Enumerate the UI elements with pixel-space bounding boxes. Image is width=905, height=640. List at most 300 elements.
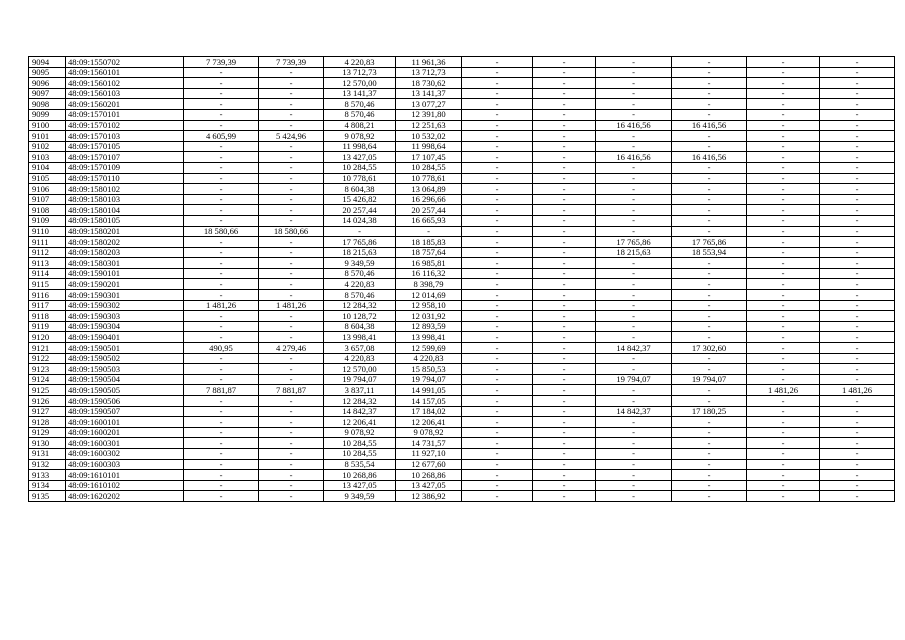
row-number-cell: 9107: [29, 194, 66, 205]
table-row: [29, 205, 895, 216]
value-cell: -: [533, 88, 596, 99]
table-row: [29, 311, 895, 322]
value-cell: -: [747, 459, 820, 470]
value-cell: -: [596, 162, 672, 173]
table-row: [29, 374, 895, 385]
value-cell: -: [596, 279, 672, 290]
value-cell: -: [672, 470, 747, 481]
value-cell: 16 985,81: [396, 258, 462, 269]
value-cell: -: [533, 247, 596, 258]
cadastral-number-cell: 48:09:1580103: [66, 194, 184, 205]
value-cell: 1 481,26: [184, 300, 259, 311]
row-number-cell: 9128: [29, 417, 66, 428]
value-cell: -: [259, 268, 324, 279]
value-cell: -: [259, 247, 324, 258]
value-cell: 7 881,87: [184, 385, 259, 396]
value-cell: -: [820, 321, 895, 332]
value-cell: -: [533, 311, 596, 322]
value-cell: 8 570,46: [324, 109, 396, 120]
value-cell: -: [747, 396, 820, 407]
cadastral-number-cell: 48:09:1590101: [66, 268, 184, 279]
value-cell: 11 961,36: [396, 57, 462, 68]
table-row: [29, 491, 895, 502]
value-cell: -: [533, 300, 596, 311]
value-cell: 13 712,73: [324, 67, 396, 78]
value-cell: 17 107,45: [396, 152, 462, 163]
value-cell: -: [820, 343, 895, 354]
row-number-cell: 9124: [29, 374, 66, 385]
value-cell: -: [259, 290, 324, 301]
value-cell: -: [747, 417, 820, 428]
value-cell: 17 765,86: [596, 237, 672, 248]
value-cell: 12 284,32: [324, 300, 396, 311]
value-cell: -: [596, 417, 672, 428]
value-cell: -: [747, 109, 820, 120]
value-cell: -: [672, 205, 747, 216]
cadastral-number-cell: 48:09:1570105: [66, 141, 184, 152]
value-cell: 19 794,07: [596, 374, 672, 385]
value-cell: 19 794,07: [672, 374, 747, 385]
value-cell: 4 220,83: [396, 353, 462, 364]
value-cell: -: [747, 78, 820, 89]
value-cell: -: [462, 247, 533, 258]
value-cell: -: [462, 491, 533, 502]
value-cell: -: [184, 438, 259, 449]
value-cell: -: [533, 141, 596, 152]
value-cell: 14 842,37: [596, 406, 672, 417]
value-cell: -: [259, 470, 324, 481]
row-number-cell: 9115: [29, 279, 66, 290]
value-cell: 12 031,92: [396, 311, 462, 322]
value-cell: -: [596, 491, 672, 502]
value-cell: -: [820, 99, 895, 110]
value-cell: 12 677,60: [396, 459, 462, 470]
value-cell: -: [259, 237, 324, 248]
value-cell: 17 765,86: [672, 237, 747, 248]
value-cell: 490,95: [184, 343, 259, 354]
cadastral-number-cell: 48:09:1570109: [66, 162, 184, 173]
value-cell: 11 927,10: [396, 448, 462, 459]
table-row: [29, 385, 895, 396]
value-cell: -: [820, 162, 895, 173]
value-cell: -: [259, 194, 324, 205]
value-cell: -: [596, 67, 672, 78]
value-cell: 12 599,69: [396, 343, 462, 354]
value-cell: -: [259, 279, 324, 290]
value-cell: -: [820, 247, 895, 258]
value-cell: -: [672, 396, 747, 407]
value-cell: -: [184, 459, 259, 470]
value-cell: -: [533, 321, 596, 332]
value-cell: -: [747, 205, 820, 216]
value-cell: -: [462, 470, 533, 481]
value-cell: -: [672, 215, 747, 226]
table-row: [29, 406, 895, 417]
value-cell: -: [747, 470, 820, 481]
value-cell: -: [820, 120, 895, 131]
value-cell: -: [533, 343, 596, 354]
cadastral-number-cell: 48:09:1560102: [66, 78, 184, 89]
value-cell: 4 220,83: [324, 57, 396, 68]
value-cell: 18 580,66: [184, 226, 259, 237]
value-cell: 16 416,56: [596, 120, 672, 131]
row-number-cell: 9101: [29, 131, 66, 142]
value-cell: -: [747, 88, 820, 99]
value-cell: 8 604,38: [324, 184, 396, 195]
value-cell: -: [462, 438, 533, 449]
value-cell: 16 116,32: [396, 268, 462, 279]
table-row: [29, 237, 895, 248]
row-number-cell: 9103: [29, 152, 66, 163]
value-cell: 13 427,05: [396, 480, 462, 491]
row-number-cell: 9119: [29, 321, 66, 332]
value-cell: -: [672, 480, 747, 491]
row-number-cell: 9114: [29, 268, 66, 279]
value-cell: -: [533, 215, 596, 226]
value-cell: -: [462, 226, 533, 237]
value-cell: -: [672, 311, 747, 322]
value-cell: -: [820, 78, 895, 89]
value-cell: 13 998,41: [324, 332, 396, 343]
value-cell: -: [462, 332, 533, 343]
row-number-cell: 9118: [29, 311, 66, 322]
cadastral-number-cell: 48:09:1570103: [66, 131, 184, 142]
value-cell: -: [596, 78, 672, 89]
value-cell: -: [672, 194, 747, 205]
cadastral-number-cell: 48:09:1590504: [66, 374, 184, 385]
table-row: [29, 353, 895, 364]
value-cell: 15 850,53: [396, 364, 462, 375]
value-cell: -: [533, 374, 596, 385]
cadastral-number-cell: 48:09:1590302: [66, 300, 184, 311]
cadastral-number-cell: 48:09:1600302: [66, 448, 184, 459]
value-cell: 9 078,92: [396, 427, 462, 438]
value-cell: -: [672, 332, 747, 343]
cadastral-number-cell: 48:09:1590505: [66, 385, 184, 396]
value-cell: 17 184,02: [396, 406, 462, 417]
value-cell: 8 570,46: [324, 268, 396, 279]
value-cell: -: [462, 448, 533, 459]
value-cell: -: [533, 67, 596, 78]
value-cell: -: [747, 364, 820, 375]
value-cell: -: [184, 311, 259, 322]
value-cell: -: [747, 353, 820, 364]
value-cell: 16 416,56: [672, 120, 747, 131]
value-cell: 14 842,37: [596, 343, 672, 354]
value-cell: 13 141,37: [396, 88, 462, 99]
value-cell: 13 141,37: [324, 88, 396, 99]
value-cell: -: [184, 353, 259, 364]
value-cell: -: [672, 385, 747, 396]
value-cell: 9 078,92: [324, 427, 396, 438]
row-number-cell: 9104: [29, 162, 66, 173]
value-cell: -: [462, 480, 533, 491]
row-number-cell: 9112: [29, 247, 66, 258]
value-cell: 14 731,57: [396, 438, 462, 449]
value-cell: -: [533, 152, 596, 163]
value-cell: -: [259, 205, 324, 216]
value-cell: -: [184, 491, 259, 502]
table-row: [29, 343, 895, 354]
value-cell: -: [462, 184, 533, 195]
value-cell: 13 064,89: [396, 184, 462, 195]
cadastral-number-cell: 48:09:1600301: [66, 438, 184, 449]
value-cell: -: [259, 374, 324, 385]
value-cell: -: [596, 109, 672, 120]
value-cell: -: [596, 300, 672, 311]
table-row: [29, 67, 895, 78]
value-cell: -: [672, 173, 747, 184]
value-cell: -: [184, 152, 259, 163]
value-cell: -: [462, 311, 533, 322]
value-cell: 19 794,07: [396, 374, 462, 385]
table-row: [29, 332, 895, 343]
value-cell: -: [672, 258, 747, 269]
value-cell: -: [184, 88, 259, 99]
value-cell: -: [184, 194, 259, 205]
table-row: [29, 57, 895, 68]
row-number-cell: 9117: [29, 300, 66, 311]
row-number-cell: 9096: [29, 78, 66, 89]
value-cell: -: [259, 67, 324, 78]
value-cell: -: [672, 226, 747, 237]
value-cell: 12 958,10: [396, 300, 462, 311]
value-cell: -: [184, 396, 259, 407]
value-cell: -: [259, 396, 324, 407]
value-cell: 12 391,80: [396, 109, 462, 120]
value-cell: -: [820, 438, 895, 449]
value-cell: 18 553,94: [672, 247, 747, 258]
value-cell: 9 349,59: [324, 491, 396, 502]
value-cell: -: [820, 258, 895, 269]
value-cell: -: [596, 396, 672, 407]
value-cell: -: [184, 78, 259, 89]
row-number-cell: 9130: [29, 438, 66, 449]
table-row: [29, 78, 895, 89]
cadastral-number-cell: 48:09:1580104: [66, 205, 184, 216]
cadastral-number-cell: 48:09:1590201: [66, 279, 184, 290]
value-cell: -: [259, 258, 324, 269]
value-cell: -: [672, 57, 747, 68]
value-cell: -: [184, 215, 259, 226]
value-cell: 18 215,63: [596, 247, 672, 258]
cadastral-number-cell: 48:09:1590304: [66, 321, 184, 332]
value-cell: -: [747, 480, 820, 491]
value-cell: 10 128,72: [324, 311, 396, 322]
value-cell: -: [462, 67, 533, 78]
value-cell: -: [533, 99, 596, 110]
value-cell: -: [259, 438, 324, 449]
value-cell: -: [596, 332, 672, 343]
value-cell: -: [596, 459, 672, 470]
value-cell: -: [672, 427, 747, 438]
value-cell: 7 881,87: [259, 385, 324, 396]
value-cell: -: [747, 184, 820, 195]
value-cell: -: [820, 311, 895, 322]
value-cell: -: [747, 332, 820, 343]
value-cell: -: [184, 258, 259, 269]
value-cell: -: [820, 290, 895, 301]
cadastral-number-cell: 48:09:1600201: [66, 427, 184, 438]
value-cell: -: [259, 459, 324, 470]
value-cell: -: [533, 290, 596, 301]
value-cell: -: [672, 300, 747, 311]
value-cell: -: [462, 152, 533, 163]
cadastral-number-cell: 48:09:1580201: [66, 226, 184, 237]
cadastral-number-cell: 48:09:1590303: [66, 311, 184, 322]
row-number-cell: 9097: [29, 88, 66, 99]
value-cell: 16 416,56: [596, 152, 672, 163]
value-cell: -: [462, 343, 533, 354]
row-number-cell: 9095: [29, 67, 66, 78]
value-cell: -: [672, 141, 747, 152]
value-cell: -: [820, 427, 895, 438]
value-cell: -: [820, 491, 895, 502]
value-cell: -: [533, 491, 596, 502]
row-number-cell: 9123: [29, 364, 66, 375]
value-cell: -: [672, 109, 747, 120]
value-cell: 16 296,66: [396, 194, 462, 205]
value-cell: -: [259, 173, 324, 184]
value-cell: -: [259, 109, 324, 120]
value-cell: -: [533, 184, 596, 195]
value-cell: -: [820, 448, 895, 459]
value-cell: 10 284,55: [396, 162, 462, 173]
value-cell: -: [533, 427, 596, 438]
value-cell: 10 778,61: [396, 173, 462, 184]
value-cell: -: [672, 448, 747, 459]
value-cell: -: [747, 141, 820, 152]
cadastral-number-cell: 48:09:1590401: [66, 332, 184, 343]
cadastral-value-table: [28, 56, 895, 502]
value-cell: 13 712,73: [396, 67, 462, 78]
value-cell: -: [533, 237, 596, 248]
value-cell: -: [820, 215, 895, 226]
value-cell: 12 014,69: [396, 290, 462, 301]
value-cell: -: [462, 374, 533, 385]
value-cell: -: [747, 120, 820, 131]
value-cell: -: [396, 226, 462, 237]
cadastral-number-cell: 48:09:1590503: [66, 364, 184, 375]
value-cell: 13 427,05: [324, 152, 396, 163]
value-cell: -: [747, 268, 820, 279]
table-row: [29, 162, 895, 173]
value-cell: 10 284,55: [324, 162, 396, 173]
table-row: [29, 396, 895, 407]
value-cell: -: [820, 268, 895, 279]
value-cell: 12 284,32: [324, 396, 396, 407]
cadastral-number-cell: 48:09:1580202: [66, 237, 184, 248]
cadastral-number-cell: 48:09:1610102: [66, 480, 184, 491]
value-cell: -: [747, 152, 820, 163]
value-cell: -: [747, 343, 820, 354]
table-row: [29, 99, 895, 110]
cadastral-number-cell: 48:09:1580105: [66, 215, 184, 226]
value-cell: -: [820, 417, 895, 428]
value-cell: -: [820, 470, 895, 481]
value-cell: 14 024,38: [324, 215, 396, 226]
value-cell: -: [184, 109, 259, 120]
value-cell: -: [462, 459, 533, 470]
value-cell: -: [533, 57, 596, 68]
value-cell: 12 251,63: [396, 120, 462, 131]
value-cell: 1 481,26: [747, 385, 820, 396]
cadastral-number-cell: 48:09:1570102: [66, 120, 184, 131]
value-cell: -: [747, 247, 820, 258]
value-cell: -: [184, 321, 259, 332]
value-cell: -: [820, 353, 895, 364]
value-cell: -: [672, 268, 747, 279]
value-cell: -: [533, 332, 596, 343]
value-cell: 18 757,64: [396, 247, 462, 258]
table-row: [29, 152, 895, 163]
row-number-cell: 9105: [29, 173, 66, 184]
row-number-cell: 9109: [29, 215, 66, 226]
value-cell: -: [747, 300, 820, 311]
value-cell: -: [533, 470, 596, 481]
row-number-cell: 9120: [29, 332, 66, 343]
value-cell: -: [259, 311, 324, 322]
value-cell: -: [820, 131, 895, 142]
row-number-cell: 9102: [29, 141, 66, 152]
value-cell: -: [462, 109, 533, 120]
value-cell: -: [596, 258, 672, 269]
value-cell: 15 426,82: [324, 194, 396, 205]
row-number-cell: 9129: [29, 427, 66, 438]
value-cell: 8 570,46: [324, 290, 396, 301]
value-cell: -: [596, 215, 672, 226]
value-cell: -: [596, 57, 672, 68]
value-cell: -: [672, 290, 747, 301]
value-cell: -: [259, 88, 324, 99]
value-cell: -: [184, 141, 259, 152]
value-cell: -: [462, 162, 533, 173]
cadastral-number-cell: 48:09:1600101: [66, 417, 184, 428]
value-cell: 4 220,83: [324, 279, 396, 290]
value-cell: -: [747, 237, 820, 248]
value-cell: -: [596, 173, 672, 184]
value-cell: -: [747, 321, 820, 332]
value-cell: -: [184, 184, 259, 195]
row-number-cell: 9100: [29, 120, 66, 131]
value-cell: 3 657,08: [324, 343, 396, 354]
value-cell: -: [462, 268, 533, 279]
value-cell: -: [462, 396, 533, 407]
row-number-cell: 9099: [29, 109, 66, 120]
value-cell: -: [672, 438, 747, 449]
value-cell: -: [596, 353, 672, 364]
value-cell: -: [184, 470, 259, 481]
table-row: [29, 470, 895, 481]
value-cell: -: [462, 427, 533, 438]
value-cell: 16 665,93: [396, 215, 462, 226]
value-cell: -: [324, 226, 396, 237]
value-cell: -: [596, 470, 672, 481]
cadastral-number-cell: 48:09:1600303: [66, 459, 184, 470]
value-cell: -: [462, 120, 533, 131]
table-row: [29, 438, 895, 449]
value-cell: -: [533, 353, 596, 364]
value-cell: 17 302,60: [672, 343, 747, 354]
value-cell: -: [672, 364, 747, 375]
value-cell: -: [259, 162, 324, 173]
value-cell: -: [533, 109, 596, 120]
value-cell: 7 739,39: [259, 57, 324, 68]
value-cell: -: [259, 417, 324, 428]
value-cell: -: [259, 184, 324, 195]
row-number-cell: 9111: [29, 237, 66, 248]
value-cell: -: [672, 279, 747, 290]
